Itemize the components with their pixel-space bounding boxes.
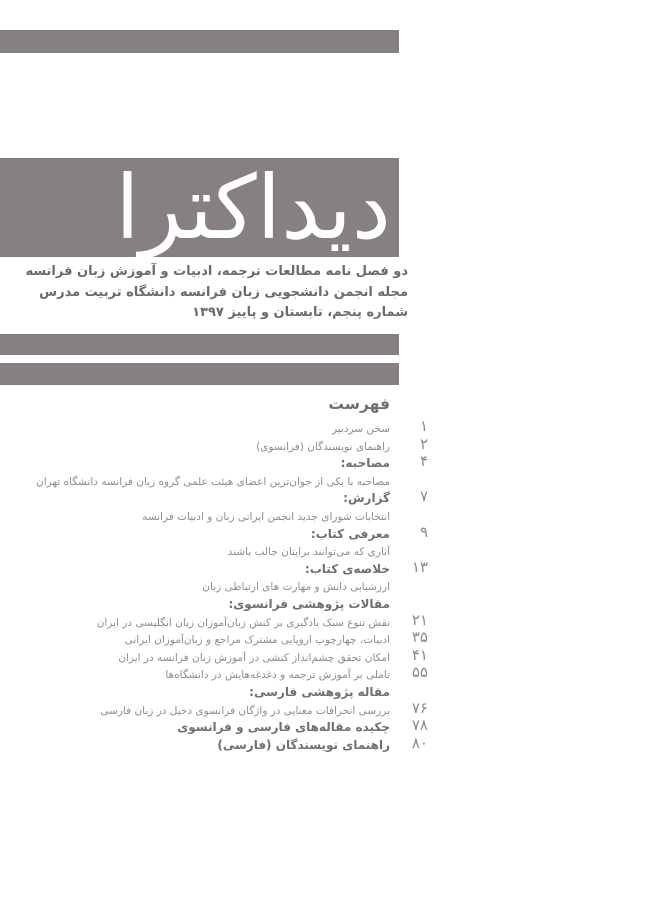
toc-entry-label: معرفی کتاب: (310, 526, 390, 541)
toc-page-number: ۷ (419, 487, 428, 506)
toc-page-number: ۱ (419, 417, 428, 435)
toc-entry-label: ارزشیابی دانش و مهارت های ارتباطی زبان (202, 581, 390, 594)
journal-subtitle-line-2: مجله انجمن دانشجویی زبان فرانسه دانشگاه تربیت مدرس (39, 284, 408, 300)
toc-page-number: ۵۵ (411, 663, 428, 682)
toc-entry-label: نقش تنوع سبک یادگیری بر کنش زبان‌آموزان زبان انگلیسی در ایران (96, 616, 390, 629)
toc-row (0, 524, 428, 542)
journal-title: دیداکترا (115, 156, 391, 259)
toc-row (0, 453, 428, 471)
toc-entry-label: مصاحبه با یکی از جوان‌ترین اعضای هیئت علمی گروه زبان فرانسه دانشگاه تهران (36, 475, 390, 488)
toc-heading: فهرست (328, 395, 390, 413)
toc-row (0, 612, 428, 630)
toc-row (0, 629, 428, 647)
toc-row (0, 647, 428, 665)
toc-entry-label: راهنمای نویسندگان (فارسی) (217, 737, 390, 752)
toc-entry-label: آثاری که می‌توانند برایتان جالب باشند (227, 546, 390, 559)
toc-entry-label: انتخابات شورای جدید انجمن ایرانی زبان و ادبیات فرانسه (142, 510, 390, 523)
toc-row (0, 664, 428, 682)
toc-page-number: ۲ (419, 434, 428, 453)
divider-bar-2 (0, 363, 399, 385)
toc-page-number: ۴۱ (411, 645, 428, 664)
masthead-block (0, 158, 399, 257)
toc-page-number: ۱۳ (411, 557, 428, 576)
toc-entry-label: سخن سردبیر (331, 423, 390, 435)
toc-entry-label: مقالات پژوهشی فرانسوی: (228, 596, 390, 611)
toc-row (0, 576, 428, 594)
toc-entry-label: چکیده مقاله‌های فارسی و فرانسوی (177, 720, 390, 735)
toc-row (0, 488, 428, 506)
divider-bar-1 (0, 334, 399, 355)
toc-page-number: ۹ (419, 522, 428, 541)
toc-row (0, 506, 428, 524)
toc-row (0, 436, 428, 454)
toc-entry-label: بررسی انحرافات معنایی در واژگان فرانسوی دخیل در زبان فارسی (100, 704, 390, 717)
toc-row (0, 594, 428, 612)
top-accent-bar (0, 30, 399, 53)
toc-row (0, 471, 428, 489)
toc-page-number: ۷۶ (411, 698, 428, 717)
toc-entry-label: گزارش: (343, 491, 390, 506)
toc-entry-label: مصاحبه: (340, 456, 390, 471)
toc-entry-label: خلاصه‌ی کتاب: (304, 561, 390, 576)
toc-entry-label: راهنمای نویسندگان (فرانسوی) (256, 440, 390, 453)
journal-subtitle (25, 262, 408, 324)
toc-page-number: ۷۸ (411, 716, 428, 735)
toc-row (0, 559, 428, 577)
toc-entry-label: ادبیات، چهارچوب اروپایی مشترک مراجع و زبان‌آموزان ایرانی (124, 634, 390, 647)
toc-rows (0, 418, 428, 752)
toc-row (0, 541, 428, 559)
toc-page-number: ۸۰ (411, 733, 428, 752)
toc-row (0, 735, 428, 753)
toc-entry-label: امکان تحقق چشم‌انداز کنشی در آموزش زبان فرانسه در ایران (118, 651, 390, 664)
toc-row (0, 700, 428, 718)
table-of-contents (0, 394, 428, 752)
toc-entry-label: مقاله پژوهشی فارسی: (249, 684, 390, 699)
toc-page-number: ۲۱ (411, 610, 428, 629)
toc-row (0, 418, 428, 436)
toc-row (0, 717, 428, 735)
toc-row (0, 682, 428, 700)
journal-subtitle-line-3: شماره پنجم، تابستان و پاییز ۱۳۹۷ (192, 305, 408, 320)
journal-subtitle-line-1: دو فصل نامه مطالعات ترجمه، ادبیات و آموزش زبان فرانسه (25, 264, 408, 279)
toc-page-number: ۳۵ (411, 628, 428, 647)
toc-entry-label: تاملی بر آموزش ترجمه و دغدغه‌هایش در دانشگاه‌ها (165, 669, 390, 682)
toc-page-number: ۴ (419, 452, 428, 471)
